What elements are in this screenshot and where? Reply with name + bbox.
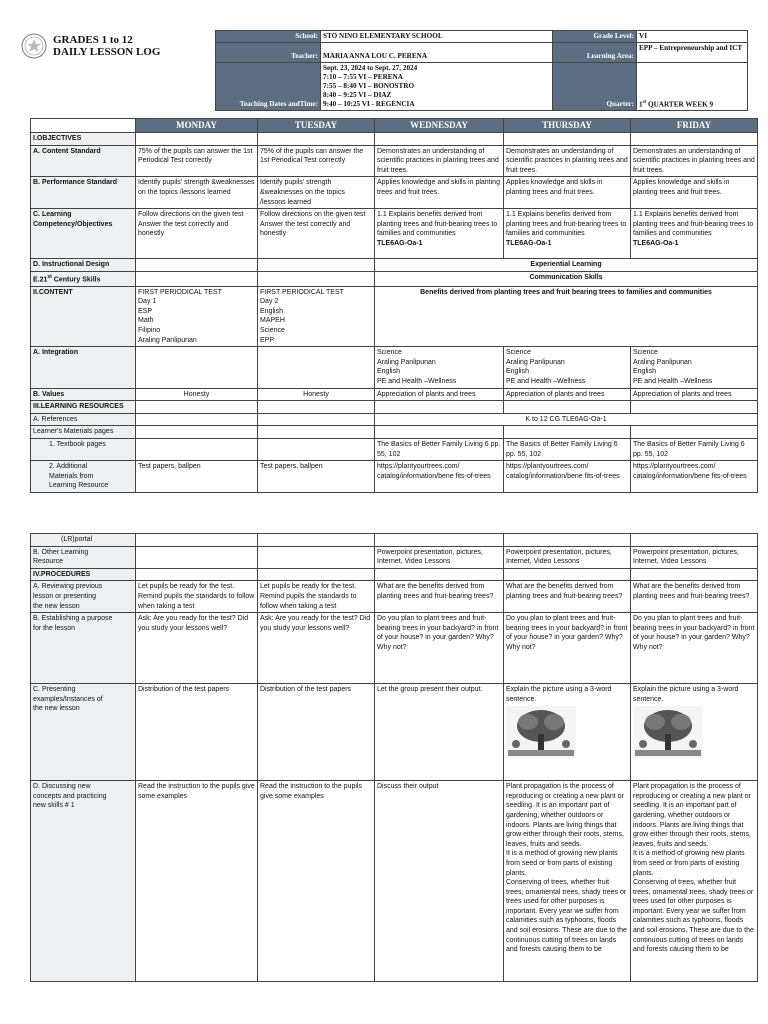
presenting-examples-label: C. Presenting examples/Instances of the new lesson [31, 684, 136, 781]
lesson-log-table-continued [30, 533, 758, 982]
reviewing-lesson-tue: Let pupils be ready for the test. Remind pupils the standards to follow when taking a test [258, 581, 375, 613]
dates-value: Sept. 23, 2024 to Sept. 27, 2024 7:10 – 7:55 VI – PERENA 7:55 – 8:40 VI – BONOSTRO 8:40 – 9:25 VI – DIAZ 9:40 – 10:25 VI - REGENCIA [321, 63, 553, 111]
learning-competency-wed: 1.1 Explains benefits derived from planting trees and fruit-bearing trees to families and communities TLE6AG-Oa-1 [375, 209, 504, 259]
instructional-design-value: Experiential Learning [375, 259, 758, 272]
reviewing-lesson-wed: What are the benefits derived from planting trees and fruit-bearing trees? [375, 581, 504, 613]
corner-cell [31, 119, 136, 133]
additional-materials-wed: https://plantyourtrees.com/ catalog/information/bene fits-of-trees [375, 461, 504, 493]
establishing-purpose-mon: Ask: Are you ready for the test? Did you study your lessons well? [136, 613, 258, 684]
content-wed-fri: Benefits derived from planting trees and fruit bearing trees to families and communities [375, 286, 758, 347]
teacher-label: Teacher: [216, 43, 321, 63]
values-fri: Appreciation of plants and trees [631, 388, 758, 401]
establishing-purpose-thu: Do you plan to plant trees and fruit-bearing trees in your backyard? in front of your house? in your garden? Why? Why not? [504, 613, 631, 684]
procedures-heading: IV.PROCEDURES [31, 568, 136, 581]
additional-materials-mon: Test papers, ballpen [136, 461, 258, 493]
title-line-1: GRADES 1 to 12 [53, 34, 133, 46]
deped-seal [21, 33, 47, 59]
content-tue: FIRST PERIODICAL TEST Day 2 English MAPEH Science EPP [258, 286, 375, 347]
performance-standard-thu: Applies knowledge and skills in planting trees and fruit trees. [504, 177, 631, 209]
values-label: B. Values [31, 388, 136, 401]
performance-standard-tue: Identify pupils' strength &weaknesses on the topics /lessons learned [258, 177, 375, 209]
additional-materials-fri: https://plantyourtrees.com/ catalog/information/bene fits-of-trees [631, 461, 758, 493]
additional-materials-tue: Test papers, ballpen [258, 461, 375, 493]
values-wed: Appreciation of plants and trees [375, 388, 504, 401]
century-skills-value: Communication Skills [375, 271, 758, 286]
other-resources-wed: Powerpoint presentation, pictures, Internet, Video Lessons [375, 546, 504, 568]
values-tue: Honesty [258, 388, 375, 401]
presenting-examples-tue: Distribution of the test papers [258, 684, 375, 781]
instructional-design-label: D. Instructional Design [31, 259, 136, 272]
integration-fri: Science Araling Panlipunan English PE and Health –Wellness [631, 347, 758, 388]
presenting-examples-fri: Explain the picture using a 3-word sentence. [631, 684, 758, 781]
integration-label: A. Integration [31, 347, 136, 388]
performance-standard-label: B. Performance Standard [31, 177, 136, 209]
presenting-examples-wed: Let the group present their output. [375, 684, 504, 781]
learning-area-label: Learning Area: [553, 43, 637, 63]
discussing-concepts-wed: Discuss their output [375, 781, 504, 982]
reviewing-lesson-label: A. Reviewing previous lesson or presenting the new lesson [31, 581, 136, 613]
school-label: School: [216, 31, 321, 43]
reviewing-lesson-fri: What are the benefits derived from planting trees and fruit-bearing trees? [631, 581, 758, 613]
additional-materials-label: 2. Additional Materials from Learning Resource [31, 461, 136, 493]
grade-value: VI [637, 31, 748, 43]
values-mon: Honesty [136, 388, 258, 401]
other-resources-label: B. Other Learning Resource [31, 546, 136, 568]
reviewing-lesson-mon: Let pupils be ready for the test. Remind pupils the standards to follow when taking a test [136, 581, 258, 613]
learning-resources-heading: III.LEARNING RESOURCES [31, 401, 136, 414]
learners-materials-label: Learner's Materials pages [31, 426, 136, 439]
reviewing-lesson-thu: What are the benefits derived from planting trees and fruit-bearing trees? [504, 581, 631, 613]
establishing-purpose-tue: Ask: Are you ready for the test? Did you study your lessons well? [258, 613, 375, 684]
discussing-concepts-tue: Read the instruction to the pupils give some examples [258, 781, 375, 982]
textbook-pages-fri: The Basics of Better Family Living 6 pp. 55, 102 [631, 438, 758, 460]
presenting-examples-thu: Explain the picture using a 3-word sentence. [504, 684, 631, 781]
performance-standard-fri: Applies knowledge and skills in planting trees and fruit trees. [631, 177, 758, 209]
values-thu: Appreciation of plants and trees [504, 388, 631, 401]
content-standard-fri: Demonstrates an understanding of scientific practices in planting trees and fruit trees. [631, 145, 758, 177]
day-tuesday: TUESDAY [258, 119, 375, 133]
learning-competency-tue: Follow directions on the given test Answer the test correctly and honestly [258, 209, 375, 259]
integration-thu: Science Araling Panlipunan English PE and Health –Wellness [504, 347, 631, 388]
establishing-purpose-wed: Do you plan to plant trees and fruit-bearing trees in your backyard? in front of your house? in your garden? Why? Why not? [375, 613, 504, 684]
tree-benefits-illustration [506, 706, 576, 758]
presenting-examples-mon: Distribution of the test papers [136, 684, 258, 781]
performance-standard-wed: Applies knowledge and skills in planting trees and fruit trees. [375, 177, 504, 209]
discussing-concepts-label: D. Discussing new concepts and practicing new skills # 1 [31, 781, 136, 982]
grade-label: Grade Level: [553, 31, 637, 43]
learning-area-value: EPP – Entrepreneurship and ICT [637, 43, 748, 63]
quarter-value: 1st QUARTER WEEK 9 [637, 63, 748, 111]
discussing-concepts-fri: Plant propagation is the process of reproducing or creating a new plant or seedling. It is an important part of gardening, whether outdoors or indoors. Plants are living things that grow either through their roots, stems, leaves, fruits and seeds. It is a method of growing new plants from seed or from parts of existing plants. Conserving of trees, whether fruit trees, ornamental trees, shady trees or trees used for other purposes is important. Every year we suffer from calamities such as typhoons, floods and soil erosions. These are due to the continuous cutting of trees on lands and forests causing them to be [631, 781, 758, 982]
day-monday: MONDAY [136, 119, 258, 133]
discussing-concepts-thu: Plant propagation is the process of reproducing or creating a new plant or seedling. It is an important part of gardening, whether outdoors or indoors. Plants are living things that grow either through their roots, stems, leaves, fruits and seeds. It is a method of growing new plants from seed or from parts of existing plants. Conserving of trees, whether fruit trees, ornamental trees, shady trees or trees used for other purposes is important. Every year we suffer from calamities such as typhoons, floods and soil erosions. These are due to the continuous cutting of trees on lands and forests causing them to be [504, 781, 631, 982]
textbook-pages-label: 1. Textbook pages [31, 438, 136, 460]
teacher-value: MARIA ANNA LOU C. PERENA [321, 43, 553, 63]
references-label: A. References [31, 413, 136, 426]
title-line-2: DAILY LESSON LOG [53, 46, 161, 58]
references-value: K to 12 CG TLE6AG-Oa-1 [375, 413, 758, 426]
textbook-pages-thu: The Basics of Better Family Living 6 pp. 55, 102 [504, 438, 631, 460]
lr-portal-label: (LR)portal [31, 534, 136, 547]
day-wednesday: WEDNESDAY [375, 119, 504, 133]
establishing-purpose-fri: Do you plan to plant trees and fruit-bearing trees in your backyard? in front of your house? in your garden? Why? Why not? [631, 613, 758, 684]
learning-competency-thu: 1.1 Explains benefits derived from planting trees and fruit-bearing trees to families and communities TLE6AG-Oa-1 [504, 209, 631, 259]
establishing-purpose-label: B. Establishing a purpose for the lesson [31, 613, 136, 684]
day-friday: FRIDAY [631, 119, 758, 133]
learning-competency-label: C. Learning Competency/Objectives [31, 209, 136, 259]
integration-wed: Science Araling Panlipunan English PE and Health –Wellness [375, 347, 504, 388]
school-value: STO NINO ELEMENTARY SCHOOL [321, 31, 553, 43]
tree-benefits-illustration [633, 706, 703, 758]
content-heading: II.CONTENT [31, 286, 136, 347]
learning-competency-fri: 1.1 Explains benefits derived from planting trees and fruit-bearing trees to families and communities TLE6AG-Oa-1 [631, 209, 758, 259]
other-resources-fri: Powerpoint presentation, pictures, Internet, Video Lessons [631, 546, 758, 568]
header-info-table [215, 30, 748, 111]
textbook-pages-wed: The Basics of Better Family Living 6 pp. 55, 102 [375, 438, 504, 460]
content-mon: FIRST PERIODICAL TEST Day 1 ESP Math Filipino Araling Panlipunan [136, 286, 258, 347]
content-standard-tue: 75% of the pupils can answer the 1st Periodical Test correctly [258, 145, 375, 177]
learning-competency-mon: Follow directions on the given test Answer the test correctly and honestly [136, 209, 258, 259]
content-standard-mon: 75% of the pupils can answer the 1st Periodical Test correctly [136, 145, 258, 177]
other-resources-thu: Powerpoint presentation, pictures, Internet, Video Lessons [504, 546, 631, 568]
quarter-label: Quarter: [553, 63, 637, 111]
objectives-heading: I.OBJECTIVES [31, 133, 136, 146]
content-standard-thu: Demonstrates an understanding of scientific practices in planting trees and fruit trees. [504, 145, 631, 177]
content-standard-wed: Demonstrates an understanding of scientific practices in planting trees and fruit trees. [375, 145, 504, 177]
content-standard-label: A. Content Standard [31, 145, 136, 177]
discussing-concepts-mon: Read the instruction to the pupils give some examples [136, 781, 258, 982]
page-title [53, 34, 160, 58]
additional-materials-thu: https://plantyourtrees.com/ catalog/information/bene fits-of-trees [504, 461, 631, 493]
lesson-log-table [30, 118, 758, 493]
century-skills-label: E.21st Century Skills [31, 271, 136, 286]
performance-standard-mon: Identify pupils' strength &weaknesses on the topics /lessons learned [136, 177, 258, 209]
dates-label: Teaching Dates andTime: [216, 63, 321, 111]
day-thursday: THURSDAY [504, 119, 631, 133]
